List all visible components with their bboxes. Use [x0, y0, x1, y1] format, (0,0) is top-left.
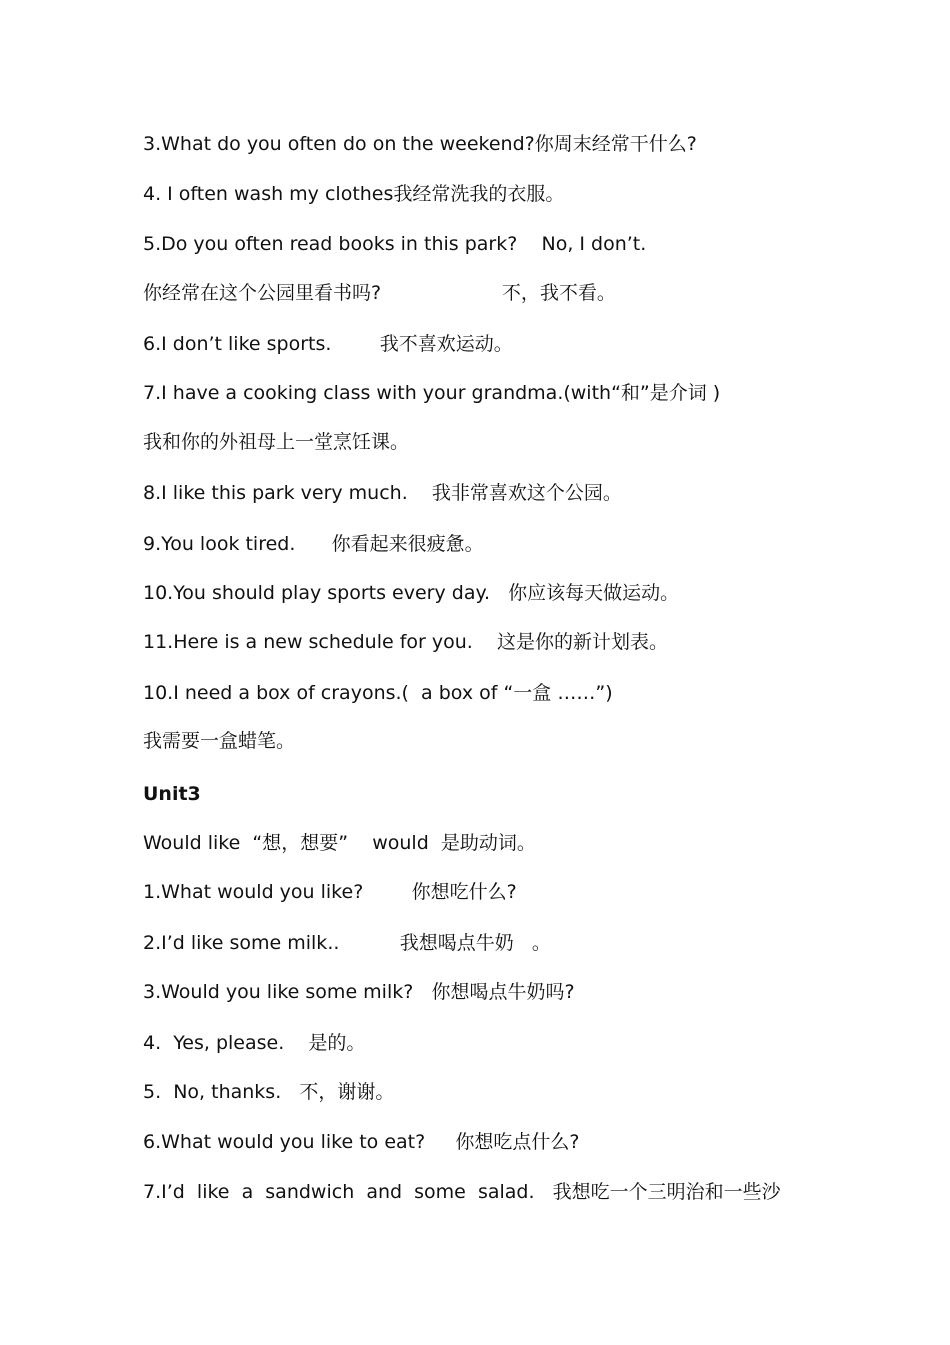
translation-line: 我需要一盒蜡笔。: [143, 730, 296, 752]
sentence-line: 7.I have a cooking class with your grandma.(with“和”是介词 ): [143, 382, 721, 404]
sentence-line: 4. Yes, please. 是的。: [143, 1032, 366, 1054]
sentence-line: 6.I don’t like sports. 我不喜欢运动。: [143, 333, 513, 355]
sentence-line: 8.I like this park very much. 我非常喜欢这个公园。: [143, 482, 622, 504]
sentence-line: 1.What would you like? 你想吃什么?: [143, 881, 517, 903]
sentence-line: 5.Do you often read books in this park? No, I don’t.: [143, 233, 647, 255]
translation-line: 我和你的外祖母上一堂烹饪课。: [143, 431, 410, 453]
sentence-line: 4. I often wash my clothes我经常洗我的衣服。: [143, 183, 565, 205]
sentence-line: 11.Here is a new schedule for you. 这是你的新计划表。: [143, 631, 668, 653]
sentence-line: 5. No, thanks. 不，谢谢。: [143, 1081, 395, 1103]
sentence-line: 6.What would you like to eat? 你想吃点什么?: [143, 1131, 580, 1153]
translation-line: 你经常在这个公园里看书吗? 不，我不看。: [143, 282, 616, 304]
sentence-line: 3.What do you often do on the weekend?你周末经常干什么?: [143, 133, 697, 155]
sentence-line: 9.You look tired. 你看起来很疲惫。: [143, 533, 484, 555]
sentence-line: Would like “想，想要” would 是助动词。: [143, 832, 536, 854]
sentence-line: 2.I’d like some milk.. 我想喝点牛奶 。: [143, 932, 551, 954]
sentence-line: 10.I need a box of crayons.( a box of “一盒 ……”): [143, 682, 613, 704]
section-heading: Unit3: [143, 783, 201, 805]
sentence-line: 3.Would you like some milk? 你想喝点牛奶吗?: [143, 981, 575, 1003]
sentence-line: 7.I’d like a sandwich and some salad. 我想吃一个三明治和一些沙: [143, 1181, 781, 1203]
sentence-line: 10.You should play sports every day. 你应该每天做运动。: [143, 582, 680, 604]
